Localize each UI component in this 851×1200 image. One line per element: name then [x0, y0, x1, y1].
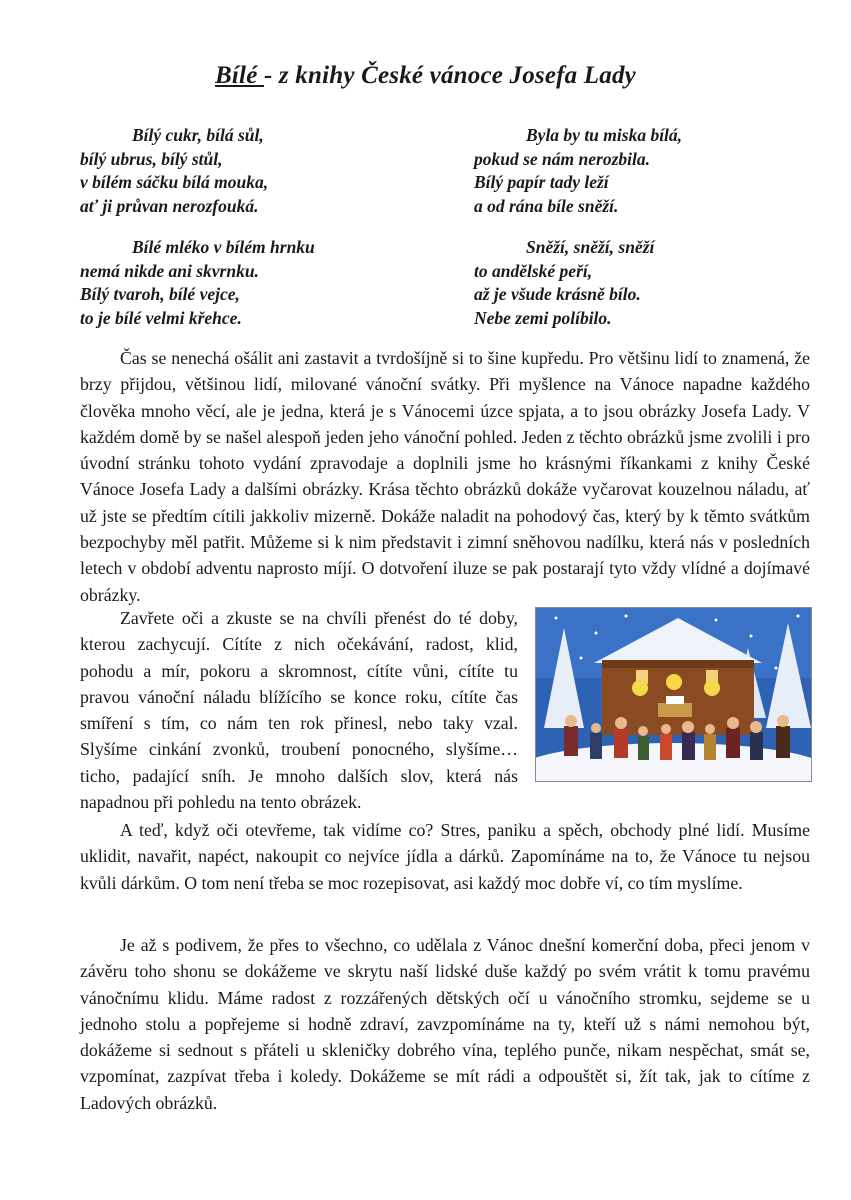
paragraph-1	[80, 345, 810, 608]
poem-line: Bílé mléko v bílém hrnku	[132, 237, 315, 257]
poem-stanza-right-1	[474, 124, 682, 218]
poem-stanza-left-2	[80, 236, 315, 330]
poem-stanza-right-2	[474, 236, 654, 330]
poem-line: Nebe zemi políbilo.	[474, 307, 612, 328]
title-underlined-word: Bílé	[215, 62, 264, 89]
poem-line: až je všude krásně bílo.	[474, 284, 641, 304]
nativity-scene-image	[536, 608, 811, 781]
paragraph-3	[80, 817, 810, 896]
paragraph-4-text: Je až s podivem, že přes to všechno, co udělala z Vánoc dnešní komerční doba, přeci jenom v závěru toho shonu se dokážeme ve skrytu naší lidské duše každý po svém vrátit k tomu pravému vánočnímu klidu. Máme radost z rozzářených dětských očí u vánočního stromku, sejdeme se u jednoho stolu a popřejeme si hodně zdraví, zavzpomínáme na ty, kteří už s námi nemohou být, dokážeme si sednout s přáteli u skleničky dobrého vína, teplého punče, nikam nespěchat, smát se, vzpomínat, zazpívat třeba i koledy. Dokážeme se mít rádi a odpouštět si, žít tak, jak to cítíme z Ladových obrázků.	[80, 935, 810, 1113]
poem-line: nemá nikde ani skvrnku.	[80, 260, 259, 281]
paragraph-4	[80, 932, 810, 1116]
poem-line: bílý ubrus, bílý stůl,	[80, 148, 223, 169]
paragraph-3-text: A teď, když oči otevřeme, tak vidíme co? Stres, paniku a spěch, obchody plné lidí. Musíme uklidit, navařit, napéct, nakoupit co nejvíce jídla a dárků. Zapomínáme na to, že Vánoce tu nejsou kvůli dárkům. O tom není třeba se moc rozepisovat, asi každý moc dobře ví, co tím myslíme.	[80, 820, 810, 893]
poem-line: to andělské peří,	[474, 260, 593, 281]
poem-line: Bílý papír tady leží	[474, 172, 609, 192]
title-rest: - z knihy České vánoce Josefa Lady	[263, 62, 636, 89]
poem-line: v bílém sáčku bílá mouka,	[80, 172, 269, 192]
poem-line: to je bílé velmi křehce.	[80, 307, 242, 328]
poem-stanza-left-1	[80, 124, 268, 218]
page-title	[0, 62, 851, 90]
paragraph-2	[80, 605, 518, 815]
poem-line: Byla by tu miska bílá,	[526, 125, 683, 145]
poem-line: ať ji průvan nerozfouká.	[80, 195, 259, 216]
paragraph-2-text: Zavřete oči a zkuste se na chvíli přenést do té doby, kterou zachycují. Cítíte z nich očekávání, radost, klid, pohodu a mír, pokoru a skromnost, cítíte vůni, cítíte tu pravou vánoční náladu blížícího se konce roku, cítíte čas smíření s tím, co nám ten rok přinesl, nebo taky vzal. Slyšíme cinkání zvonků, troubení ponocného, slyšíme… ticho, padající sníh. Je mnoho dalších slov, která nás napadnou při pohledu na tento obrázek.	[80, 608, 518, 813]
paragraph-1-text: Čas se nenechá ošálit ani zastavit a tvrdošíjně si to šine kupředu. Pro většinu lidí to znamená, že brzy přijdou, většinou lidí, milované vánoční svátky. Při myšlence na Vánoce napadne každého člověka mnoho věcí, ale je jedna, která je s Vánocemi úzce spjata, a to jsou obrázky Josefa Lady. V každém domě by se našel alespoň jeden jeho vánoční pohled. Jeden z těchto obrázků jsme zvolili i pro úvodní stránku tohoto vydání zpravodaje a doplnili jsme ho krásnými říkankami z knihy České Vánoce Josefa Lady a dalšími obrázky. Krása těchto obrázků dokáže vyčarovat kouzelnou náladu, ať už jste se předtím cítili jakkoliv mizerně. Dokáže naladit na pohodový čas, který by k těmto svátkům bezpochyby měl patřit. Můžeme si k nim představit i zimní sněhovou nadílku, která nás v posledních letech v období adventu naprosto míjí. O dotvoření iluze se pak postarají tyto vždy vlídné a dojímavé obrázky.	[80, 348, 810, 605]
poem-line: a od rána bíle sněží.	[474, 195, 619, 216]
nativity-illustration	[535, 607, 812, 782]
poem-line: Bílý tvaroh, bílé vejce,	[80, 284, 240, 304]
poem-line: pokud se nám nerozbila.	[474, 148, 650, 169]
poem-line: Bílý cukr, bílá sůl,	[132, 125, 264, 145]
poem-line: Sněží, sněží, sněží	[526, 237, 655, 257]
